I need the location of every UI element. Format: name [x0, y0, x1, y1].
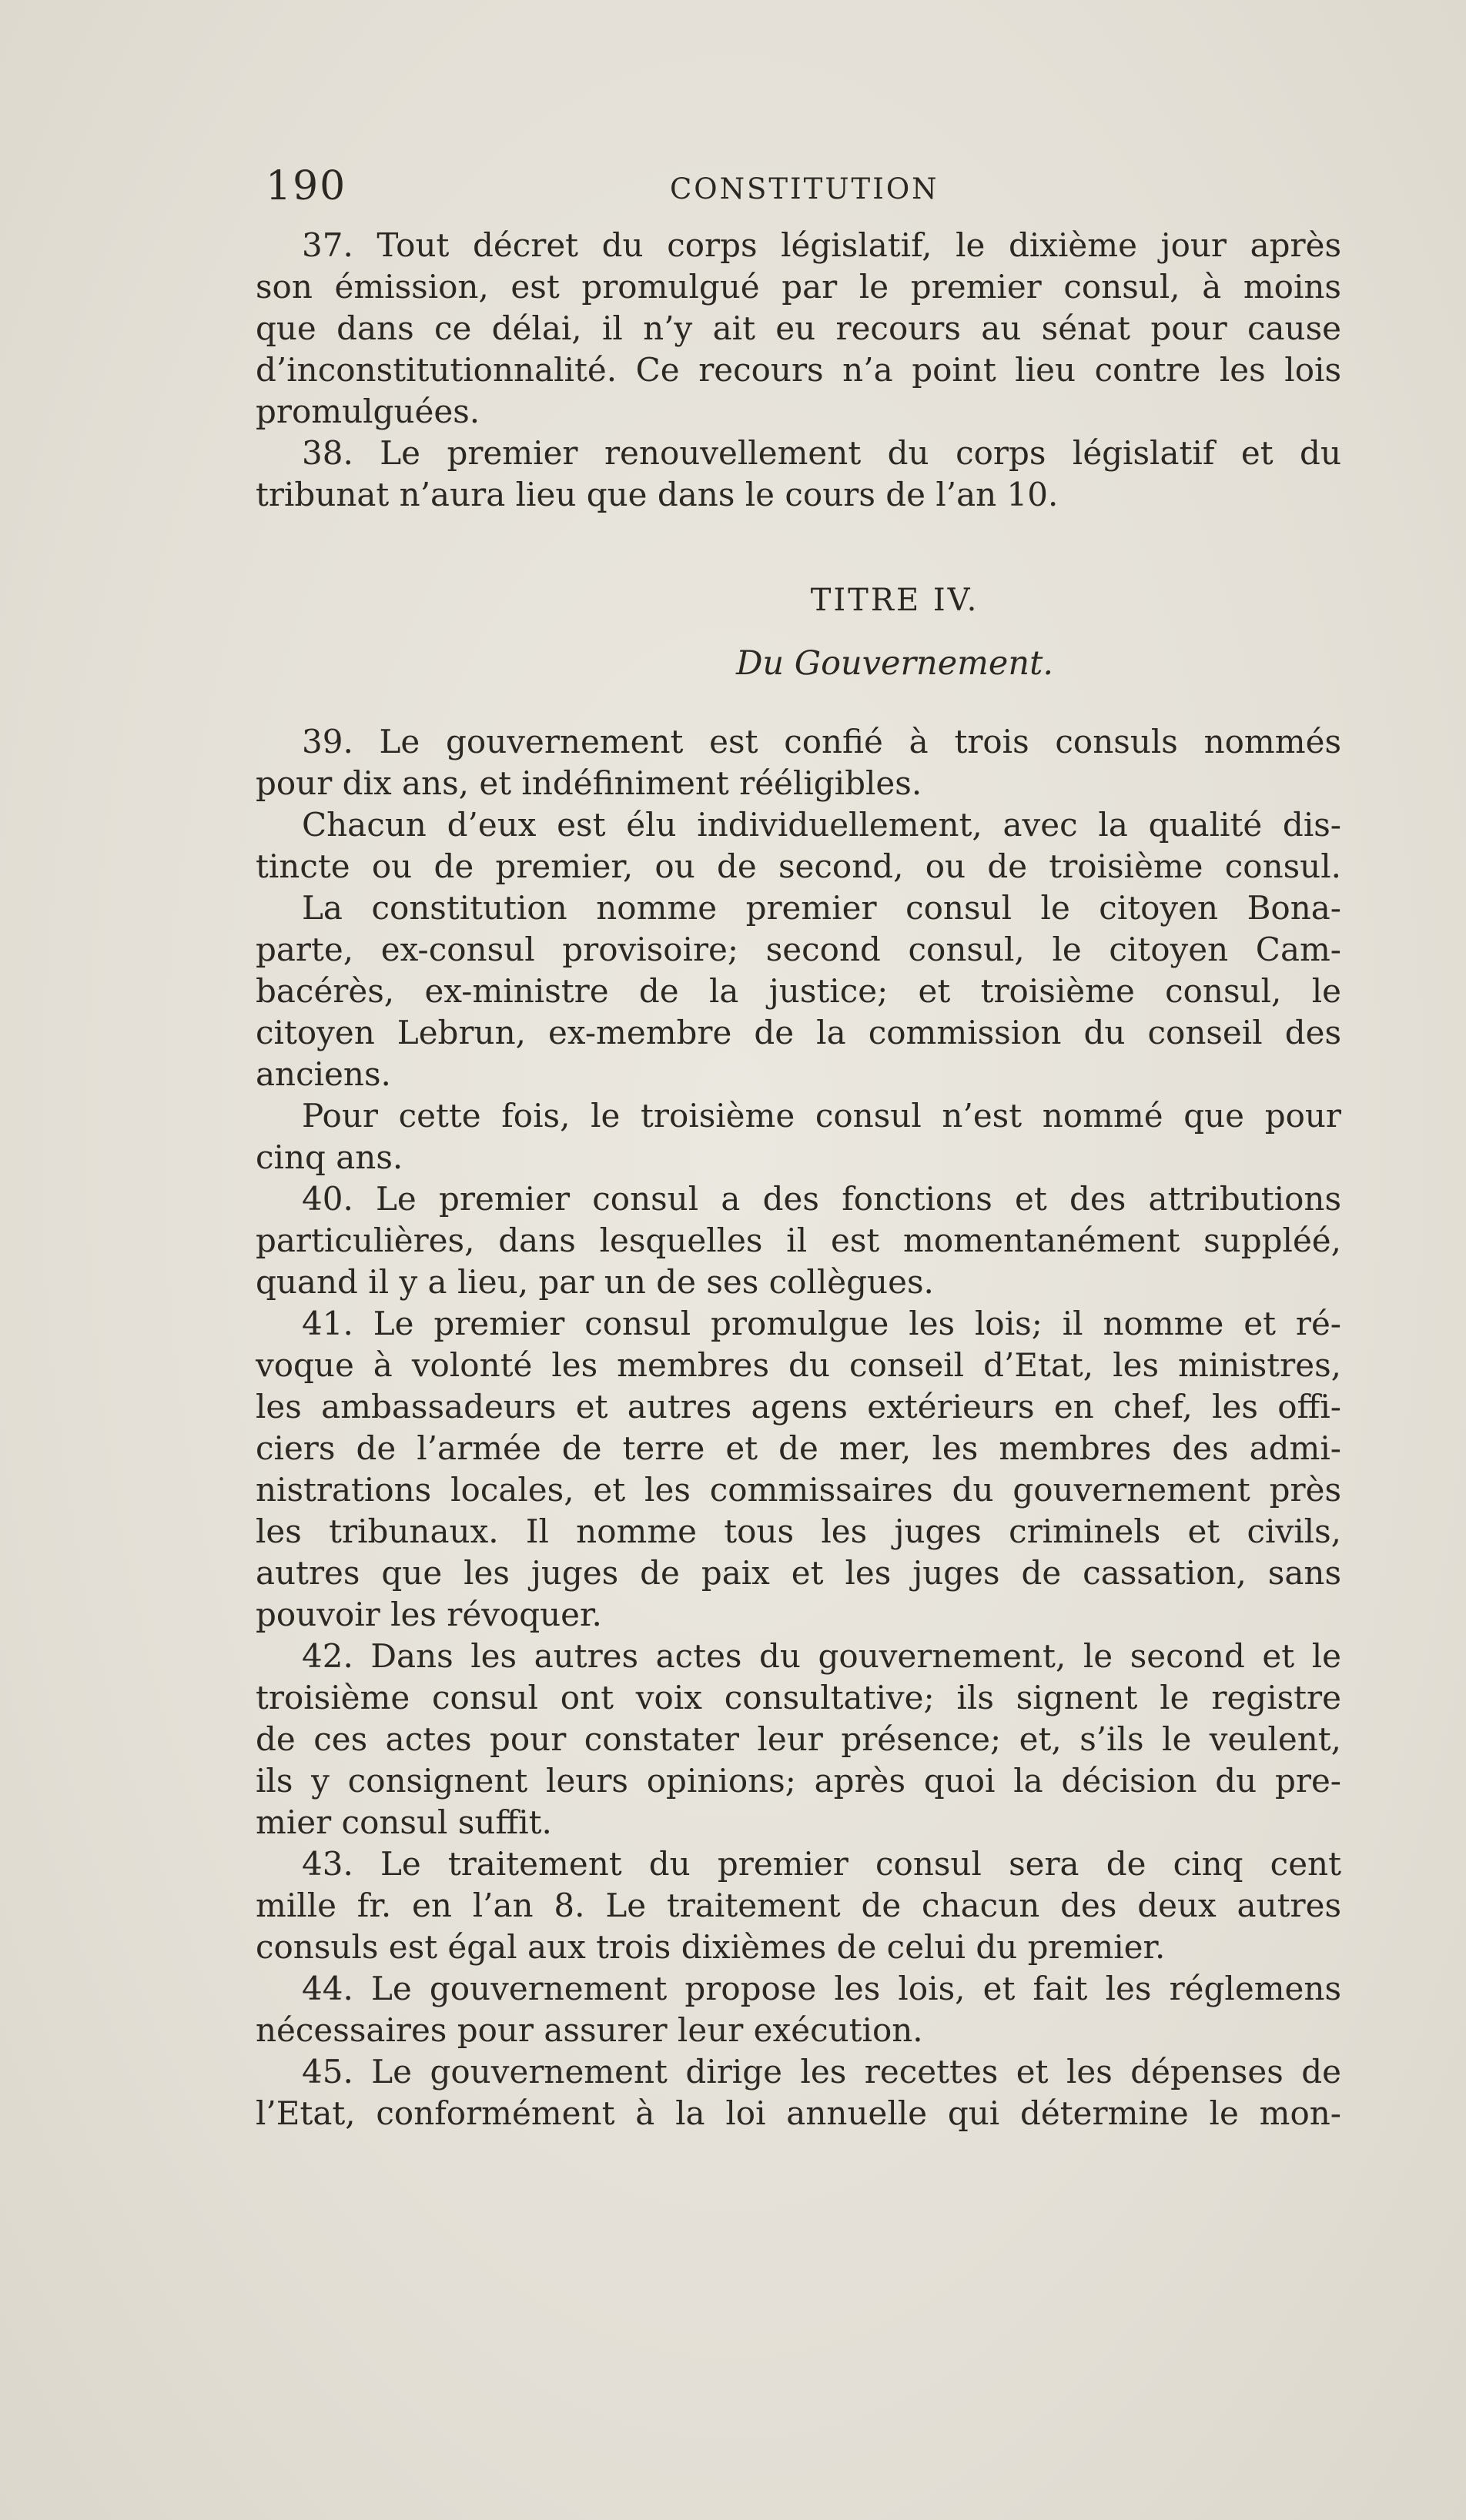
- text-line: mier consul suffit.: [256, 1803, 552, 1841]
- running-title: CONSTITUTION: [670, 172, 939, 206]
- text-line: pouvoir les révoquer.: [256, 1596, 602, 1633]
- text-line: autres que les juges de paix et les juges de cassation, sans: [256, 1554, 1341, 1592]
- text-line: tincte ou de premier, ou de second, ou de troisième consul.: [256, 847, 1341, 885]
- articles-39-45: [256, 721, 1341, 2134]
- text-line: pour dix ans, et indéfiniment rééligibles.: [256, 764, 922, 802]
- text-line: Pour cette fois, le troisième consul n’est nommé que pour: [302, 1097, 1341, 1135]
- text-line: promulguées.: [256, 393, 480, 430]
- text-line: La constitution nomme premier consul le citoyen Bona-: [302, 889, 1341, 927]
- text-line: de ces actes pour constater leur présence; et, s’ils le veulent,: [256, 1720, 1341, 1758]
- text-line: 37. Tout décret du corps législatif, le dixième jour après: [302, 226, 1341, 264]
- text-line: l’Etat, conformément à la loi annuelle qui détermine le mon-: [256, 2094, 1341, 2132]
- text-line: son émission, est promulgué par le premier consul, à moins: [256, 268, 1341, 306]
- text-line: d’inconstitutionnalité. Ce recours n’a point lieu contre les lois: [256, 351, 1341, 389]
- text-line: 43. Le traitement du premier consul sera de cinq cent: [302, 1845, 1341, 1883]
- text-line: 40. Le premier consul a des fonctions et des attributions: [302, 1180, 1341, 1218]
- text-line: anciens.: [256, 1055, 391, 1093]
- text-line: nistrations locales, et les commissaires du gouvernement près: [256, 1471, 1341, 1509]
- text-line: les tribunaux. Il nomme tous les juges criminels et civils,: [256, 1512, 1341, 1550]
- text-line: ciers de l’armée de terre et de mer, les membres des admi-: [256, 1429, 1341, 1467]
- text-line: parte, ex-consul provisoire; second consul, le citoyen Cam-: [256, 931, 1341, 968]
- text-line: les ambassadeurs et autres agens extérieurs en chef, les offi-: [256, 1388, 1341, 1425]
- running-head: [266, 163, 1344, 209]
- text-line: cinq ans.: [256, 1138, 403, 1176]
- text-line: 42. Dans les autres actes du gouvernement, le second et le: [302, 1637, 1341, 1675]
- text-line: 41. Le premier consul promulgue les lois; il nomme et ré-: [302, 1305, 1341, 1342]
- text-line: troisième consul ont voix consultative; ils signent le registre: [256, 1679, 1341, 1716]
- text-line: Chacun d’eux est élu individuellement, avec la qualité dis-: [302, 806, 1341, 844]
- text-line: 38. Le premier renouvellement du corps législatif et du: [302, 434, 1341, 472]
- text-line: 39. Le gouvernement est confié à trois consuls nommés: [302, 723, 1341, 760]
- text-line: tribunat n’aura lieu que dans le cours de l’an 10.: [256, 476, 1059, 513]
- text-line: 45. Le gouvernement dirige les recettes et les dépenses de: [302, 2053, 1341, 2091]
- section-subtitle: Du Gouvernement.: [735, 644, 1054, 683]
- text-line: que dans ce délai, il n’y ait eu recours au sénat pour cause: [256, 309, 1341, 347]
- text-line: nécessaires pour assurer leur exécution.: [256, 2011, 923, 2049]
- text-line: 44. Le gouvernement propose les lois, et fait les réglemens: [302, 1970, 1341, 2007]
- page-number: 190: [266, 163, 347, 209]
- articles-37-38: [256, 225, 1341, 516]
- text-line: bacérès, ex-ministre de la justice; et troisième consul, le: [256, 972, 1341, 1010]
- text-line: particulières, dans lesquelles il est momentanément suppléé,: [256, 1222, 1341, 1259]
- text-line: consuls est égal aux trois dixièmes de celui du premier.: [256, 1928, 1166, 1966]
- text-line: ils y consignent leurs opinions; après quoi la décision du pre-: [256, 1762, 1341, 1800]
- text-line: quand il y a lieu, par un de ses collègues.: [256, 1263, 934, 1301]
- title-heading: TITRE IV.: [810, 583, 979, 618]
- text-line: mille fr. en l’an 8. Le traitement de chacun des deux autres: [256, 1887, 1341, 1924]
- text-line: citoyen Lebrun, ex-membre de la commission du conseil des: [256, 1014, 1341, 1051]
- text-line: voque à volonté les membres du conseil d’Etat, les ministres,: [256, 1346, 1341, 1384]
